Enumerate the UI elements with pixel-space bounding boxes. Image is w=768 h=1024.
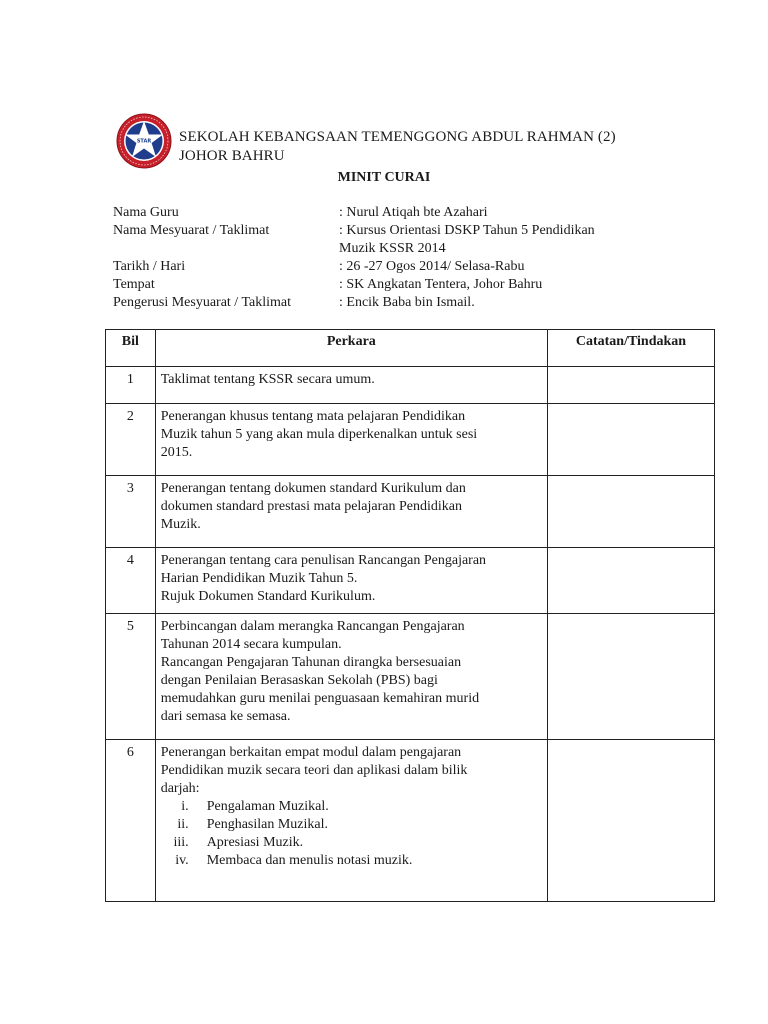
list-item [161,852,542,870]
info-value: : 26 -27 Ogos 2014/ Selasa-Rabu [339,259,525,274]
list-number: iii. [173,835,189,850]
list-number: iv. [175,853,189,868]
catatan-cell [547,614,714,740]
list-item [161,816,542,834]
minutes-table [105,329,715,902]
table-header-row [106,330,715,367]
catatan-cell [547,740,714,902]
perkara-intro: Penerangan berkaitan empat modul dalam pengajaran Pendidikan muzik secara teori dan aplikasi dalam bilik darjah: [160,745,468,796]
perkara-cell: Perbincangan dalam merangka Rancangan Pengajaran Tahunan 2014 secara kumpulan. Rancangan Pengajaran Tahunan dirangka bersesuaian dengan Penilaian Berasaskan Sekolah (PBS) bagi memudahkan guru menilai penguasaan kemahiran murid dari semasa ke semasa. [155,614,547,740]
perkara-cell: Penerangan tentang dokumen standard Kurikulum dan dokumen standard prestasi mata pelajaran Pendidikan Muzik. [155,476,547,548]
table-row [106,476,715,548]
perkara-cell: Penerangan tentang cara penulisan Rancangan Pengajaran Harian Pendidikan Muzik Tahun 5. Rujuk Dokumen Standard Kurikulum. [155,548,547,614]
list-text: Membaca dan menulis notasi muzik. [206,853,413,868]
table-row [106,404,715,476]
bil-cell: 5 [106,614,156,740]
perkara-cell [155,740,547,902]
info-label: Tarikh / Hari [113,259,186,274]
info-label: Tempat [113,277,155,292]
info-value: : SK Angkatan Tentera, Johor Bahru [339,277,543,292]
info-value: : Nurul Atiqah bte Azahari [339,205,488,220]
list-text: Penghasilan Muzikal. [206,817,328,832]
table-row [106,548,715,614]
bil-cell: 6 [106,740,156,902]
catatan-cell [547,548,714,614]
info-value: : Kursus Orientasi DSKP Tahun 5 Pendidikan Muzik KSSR 2014 [339,223,595,256]
info-label: Nama Guru [113,205,179,220]
list-text: Apresiasi Muzik. [206,835,304,850]
perkara-cell: Taklimat tentang KSSR secara umum. [155,367,547,404]
module-list [161,798,542,870]
school-name [179,128,616,166]
column-header-bil: Bil [106,330,156,367]
bil-cell: 3 [106,476,156,548]
list-text: Pengalaman Muzikal. [206,799,329,814]
column-header-perkara: Perkara [155,330,547,367]
bil-cell: 4 [106,548,156,614]
table-row [106,614,715,740]
info-value: : Encik Baba bin Ismail. [339,295,475,310]
list-number: ii. [177,817,189,832]
table-row [106,740,715,902]
logo-text: STAR [136,138,152,145]
school-name-line1: SEKOLAH KEBANGSAAN TEMENGGONG ABDUL RAHMAN (2) [179,129,616,145]
school-logo [116,113,172,169]
document-title: MINIT CURAI [337,170,431,185]
catatan-cell [547,404,714,476]
info-label: Nama Mesyuarat / Taklimat [113,223,270,238]
list-number: i. [181,799,189,814]
perkara-cell: Penerangan khusus tentang mata pelajaran Pendidikan Muzik tahun 5 yang akan mula diperkenalkan untuk sesi 2015. [155,404,547,476]
bil-cell: 2 [106,404,156,476]
column-header-catatan: Catatan/Tindakan [547,330,714,367]
catatan-cell [547,476,714,548]
list-item [161,798,542,816]
info-label: Pengerusi Mesyuarat / Taklimat [113,295,292,310]
list-item [161,834,542,852]
bil-cell: 1 [106,367,156,404]
school-name-line2: JOHOR BAHRU [179,148,285,164]
catatan-cell [547,367,714,404]
table-row [106,367,715,404]
